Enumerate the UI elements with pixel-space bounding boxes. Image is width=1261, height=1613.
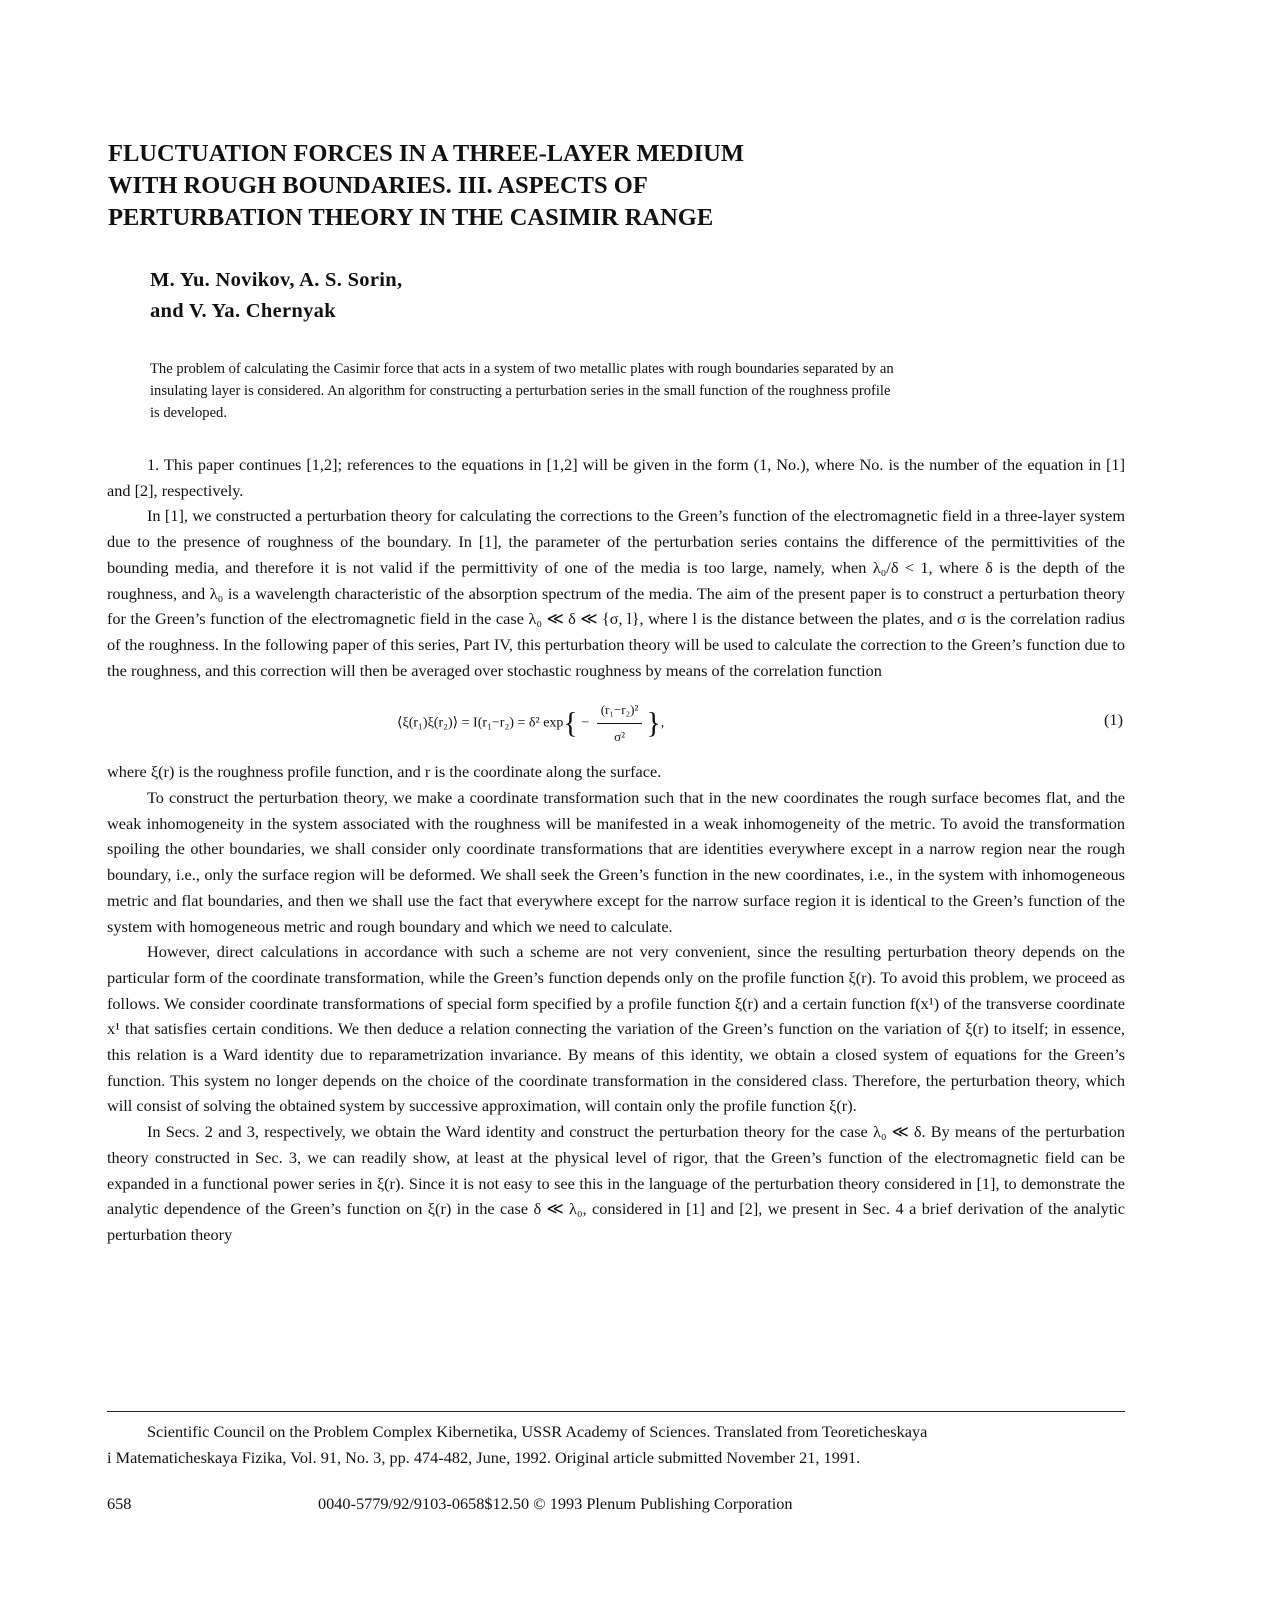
title-line: FLUCTUATION FORCES IN A THREE-LAYER MEDIUM (108, 140, 744, 167)
title-line: PERTURBATION THEORY IN THE CASIMIR RANGE (108, 204, 714, 231)
equation-trailing: , (660, 715, 665, 731)
equation-body (397, 697, 664, 749)
left-brace: { (563, 706, 578, 740)
authors-line: M. Yu. Novikov, A. S. Sorin, (150, 269, 403, 291)
equation-number: (1) (1104, 710, 1123, 730)
equation-fraction (597, 697, 643, 749)
equation-minus: − (581, 715, 590, 731)
abstract-line: insulating layer is considered. An algorithm for constructing a perturbation series in the small function of the roughness profile (150, 383, 891, 399)
right-brace: } (646, 706, 661, 740)
copyright-line: 0040-5779/92/9103-0658$12.50 © 1993 Plenum Publishing Corporation (318, 1494, 793, 1513)
body-text (107, 452, 1125, 1248)
paragraph-profile: where ξ(r) is the roughness profile function, and r is the coordinate along the surface. (107, 762, 662, 782)
footnote-line: Scientific Council on the Problem Complex Kibernetika, USSR Academy of Sciences. Translated from Teoreticheskaya (147, 1422, 928, 1441)
abstract (150, 358, 1085, 424)
equation-denominator: σ² (614, 729, 625, 745)
equation-numerator: (r₁−r₂)² (597, 697, 643, 724)
title-line: WITH ROUGH BOUNDARIES. III. ASPECTS OF (108, 172, 648, 199)
abstract-line: is developed. (150, 405, 228, 421)
author-list (150, 265, 402, 327)
page-number: 658 (107, 1494, 132, 1513)
paper-title (108, 138, 868, 234)
paragraph-intro: 1. This paper continues [1,2]; references to the equations in [1,2] will be given in the form (1, No.), where No. is the number of the equation in [1] and [2], respectively. (107, 455, 1125, 500)
abstract-line: The problem of calculating the Casimir force that acts in a system of two metallic plates with rough boundaries separated by an (150, 361, 894, 377)
footnote (107, 1419, 1125, 1470)
footnote-line: i Matematicheskaya Fizika, Vol. 91, No. 3, pp. 474-482, June, 1992. Original article submitted November 21, 1991. (107, 1447, 861, 1467)
equation-lhs: ⟨ξ(r₁)ξ(r₂)⟩ = I(r₁−r₂) = δ² exp (397, 715, 564, 731)
paragraph-coordinate-transformation: To construct the perturbation theory, we make a coordinate transformation such that in the new coordinates the rough surface becomes flat, and the weak inhomogeneity in the system associated with the roughness will be manifested in a weak inhomogeneity of the metric. To avoid the transformation spoiling the other boundaries, we shall consider only coordinate transformations that are identities everywhere except in a narrow region near the rough boundary, i.e., only the surface region will be deformed. We shall seek the Green’s function in the new coordinates, i.e., in the system with inhomogeneous metric and flat boundaries, and then we shall use the fact that everywhere except for the narrow surface region it is identical to the Green’s function of the system with homogeneous metric and rough boundary and which we need to calculate. (107, 788, 1125, 936)
paragraph-ward-identity: However, direct calculations in accordance with such a scheme are not very convenient, since the resulting perturbation theory depends on the particular form of the coordinate transformation, while the Green’s function depends only on the profile function ξ(r). To avoid this problem, we proceed as follows. We consider coordinate transformations of special form specified by a profile function ξ(r) and a certain function f(x¹) of the transverse coordinate x¹ that satisfies certain conditions. We then deduce a relation connecting the variation of the Green’s function on the variation of ξ(r) to itself; in essence, this relation is a Ward identity due to reparametrization invariance. By means of this identity, we obtain a closed system of equations for the Green’s function. This system no longer depends on the choice of the coordinate transformation in the considered class. Therefore, the perturbation theory, which will consist of solving the obtained system by successive approximation, will contain only the profile function ξ(r). (107, 942, 1125, 1116)
footnote-divider (107, 1411, 1125, 1412)
authors-line: and V. Ya. Chernyak (150, 300, 336, 322)
paragraph-outline: In Secs. 2 and 3, respectively, we obtain the Ward identity and construct the perturbation theory for the case λ₀ ≪ δ. By means of the perturbation theory constructed in Sec. 3, we can readily show, at least at the physical level of rigor, that the Green’s function of the electromagnetic field can be expanded in a functional power series in ξ(r). Since it is not easy to see this in the language of the perturbation theory considered in [1], to demonstrate the analytic dependence of the Green’s function on ξ(r) in the case δ ≪ λ₀, considered in [1] and [2], we present in Sec. 4 a brief derivation of the analytic perturbation theory (107, 1122, 1125, 1244)
paragraph-motivation: In [1], we constructed a perturbation theory for calculating the corrections to the Green’s function of the electromagnetic field in a three-layer system due to the presence of roughness of the boundary. In [1], the parameter of the perturbation series contains the difference of the permittivities of the bounding media, and therefore it is not valid if the permittivity of one of the media is too large, namely, when λ₀/δ < 1, where δ is the depth of the roughness, and λ₀ is a wavelength characteristic of the absorption spectrum of the media. The aim of the present paper is to construct a perturbation theory for the Green’s function of the electromagnetic field in the case λ₀ ≪ δ ≪ {σ, l}, where l is the distance between the plates, and σ is the correlation radius of the roughness. In the following paper of this series, Part IV, this perturbation theory will be used to calculate the correction to the Green’s function due to the roughness, and this correction will then be averaged over stochastic roughness by means of the correlation function (107, 506, 1125, 680)
equation-1 (107, 683, 1125, 759)
